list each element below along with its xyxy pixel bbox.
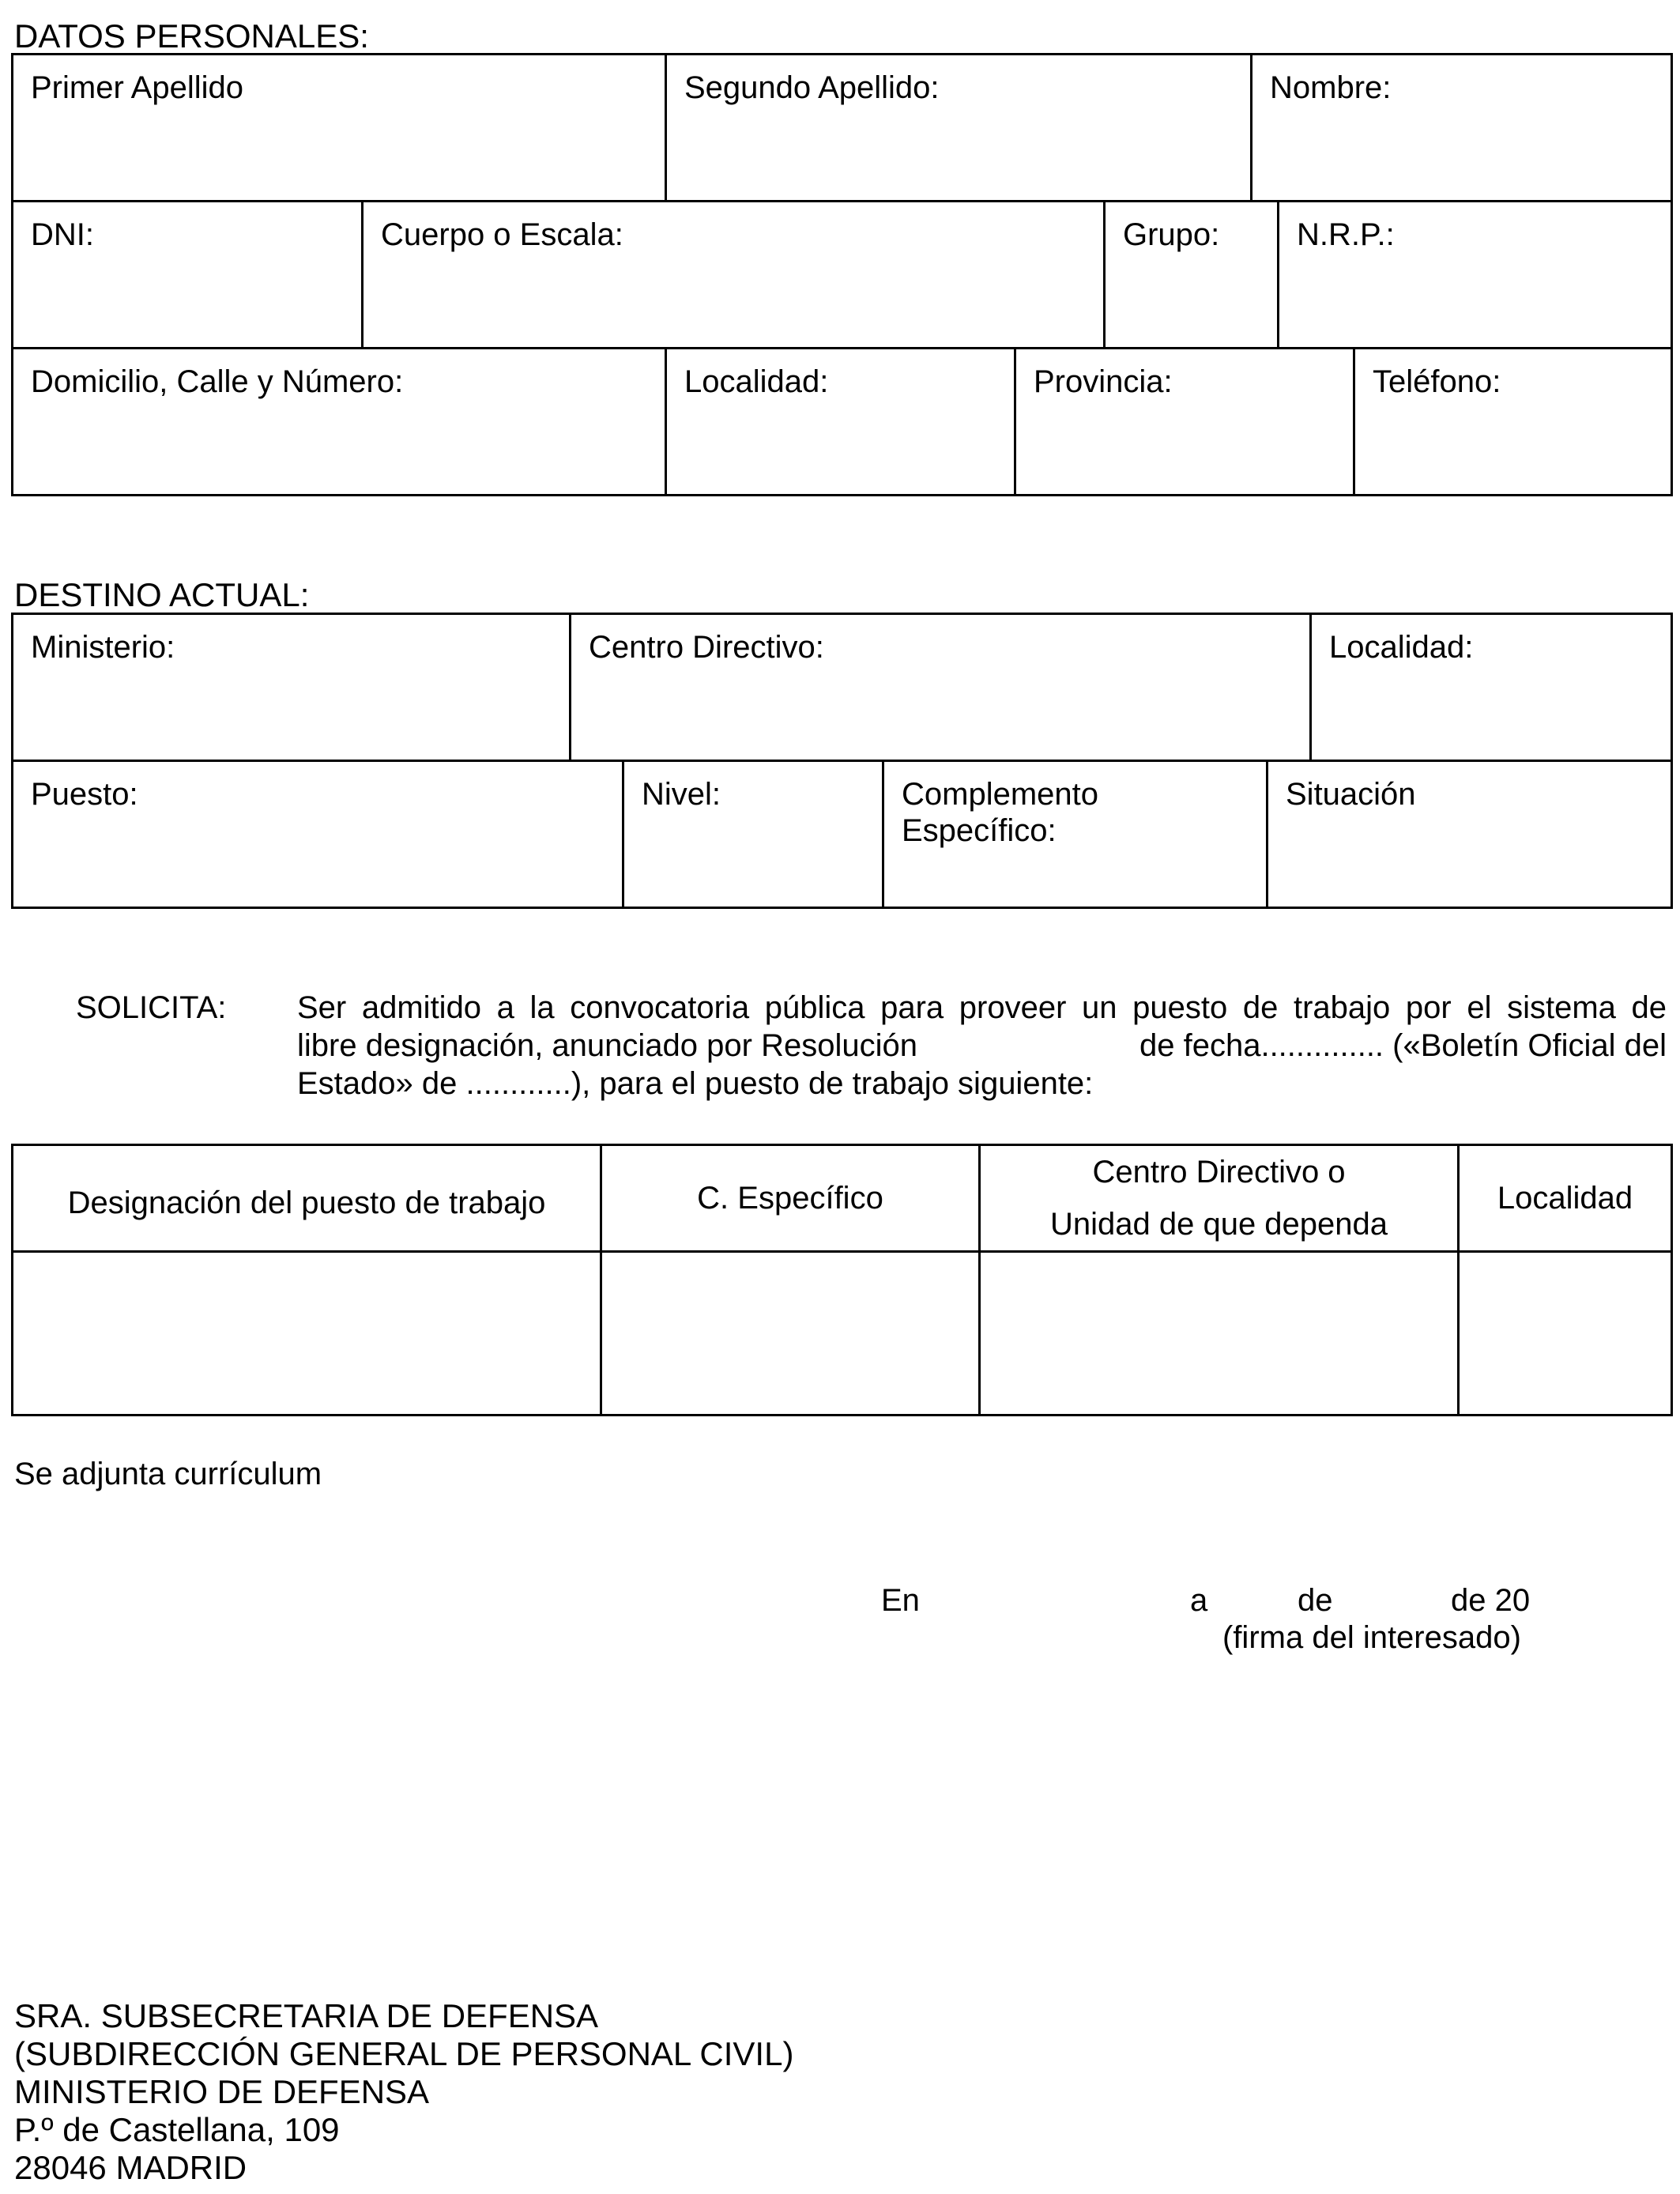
field-label: Cuerpo o Escala: (381, 217, 623, 252)
field-cuerpo-escala[interactable] (361, 200, 1106, 349)
field-localidad[interactable] (665, 347, 1016, 496)
field-grupo[interactable] (1103, 200, 1279, 349)
field-label: Nombre: (1270, 70, 1392, 105)
table-cell-localidad[interactable] (1457, 1250, 1673, 1416)
header-label: Localidad (1497, 1181, 1633, 1216)
field-label: Localidad: (684, 364, 829, 399)
address-line: SRA. SUBSECRETARIA DE DEFENSA (14, 1997, 599, 2034)
field-label: Grupo: (1123, 217, 1220, 252)
field-label: Segundo Apellido: (684, 70, 940, 105)
solicita-line-2a: libre designación, anunciado por Resolución (297, 1028, 917, 1063)
field-label: DNI: (31, 217, 94, 252)
signature-a: a (1190, 1583, 1208, 1618)
section-title-datos-personales: DATOS PERSONALES: (14, 17, 369, 55)
address-block (14, 1997, 793, 2187)
field-label: Situación (1286, 777, 1416, 812)
field-label: Específico: (902, 813, 1057, 848)
field-segundo-apellido[interactable] (665, 53, 1252, 202)
field-domicilio[interactable] (11, 347, 667, 496)
section-title-destino-actual: DESTINO ACTUAL: (14, 576, 310, 613)
signature-en: En (881, 1583, 920, 1618)
solicita-line-1: Ser admitido a la convocatoria pública para proveer un puesto de trabajo por el sistema de (297, 990, 1667, 1025)
field-nivel[interactable] (622, 760, 884, 909)
field-label: Teléfono: (1373, 364, 1501, 399)
field-label: Domicilio, Calle y Número: (31, 364, 404, 399)
table-cell-centro[interactable] (978, 1250, 1460, 1416)
field-dni[interactable] (11, 200, 363, 349)
field-provincia[interactable] (1014, 347, 1355, 496)
field-label: Primer Apellido (31, 70, 244, 105)
curriculum-note: Se adjunta currículum (14, 1457, 322, 1491)
field-label: N.R.P.: (1297, 217, 1395, 252)
field-telefono[interactable] (1353, 347, 1673, 496)
address-line: (SUBDIRECCIÓN GENERAL DE PERSONAL CIVIL) (14, 2035, 794, 2072)
field-situacion[interactable] (1266, 760, 1673, 909)
field-label: Localidad: (1329, 630, 1474, 665)
field-label: Provincia: (1034, 364, 1173, 399)
table-header-c-especifico (600, 1144, 981, 1253)
solicita-label: SOLICITA: (76, 990, 227, 1025)
header-label: Centro Directivo o (1092, 1155, 1346, 1189)
field-label: Puesto: (31, 777, 138, 812)
field-destino-localidad[interactable] (1309, 613, 1673, 762)
field-nombre[interactable] (1250, 53, 1673, 202)
field-centro-directivo[interactable] (569, 613, 1312, 762)
field-label: Centro Directivo: (589, 630, 824, 665)
table-cell-designacion[interactable] (11, 1250, 602, 1416)
field-label: Nivel: (642, 777, 721, 812)
header-label: Unidad de que dependa (1049, 1207, 1388, 1242)
table-header-localidad (1457, 1144, 1673, 1253)
field-puesto[interactable] (11, 760, 624, 909)
table-header-designacion (11, 1144, 602, 1253)
signature-firma: (firma del interesado) (1222, 1620, 1521, 1655)
signature-de-20: de 20 (1451, 1583, 1531, 1618)
solicita-line-2b: de fecha.............. («Boletín Oficial del (1139, 1028, 1667, 1063)
signature-de: de (1298, 1583, 1333, 1618)
table-cell-c-especifico[interactable] (600, 1250, 981, 1416)
field-complemento-especifico[interactable] (882, 760, 1268, 909)
field-label: Ministerio: (31, 630, 175, 665)
field-label: Complemento (902, 777, 1099, 812)
header-label: C. Específico (697, 1181, 883, 1216)
field-primer-apellido[interactable] (11, 53, 667, 202)
address-line: MINISTERIO DE DEFENSA (14, 2073, 430, 2110)
address-line: 28046 MADRID (14, 2149, 247, 2186)
address-line: P.º de Castellana, 109 (14, 2111, 340, 2148)
field-ministerio[interactable] (11, 613, 571, 762)
field-nrp[interactable] (1277, 200, 1673, 349)
table-header-centro (978, 1144, 1460, 1253)
solicita-line-3: Estado» de ............), para el puesto de trabajo siguiente: (297, 1066, 1094, 1101)
header-label: Designación del puesto de trabajo (67, 1186, 546, 1220)
